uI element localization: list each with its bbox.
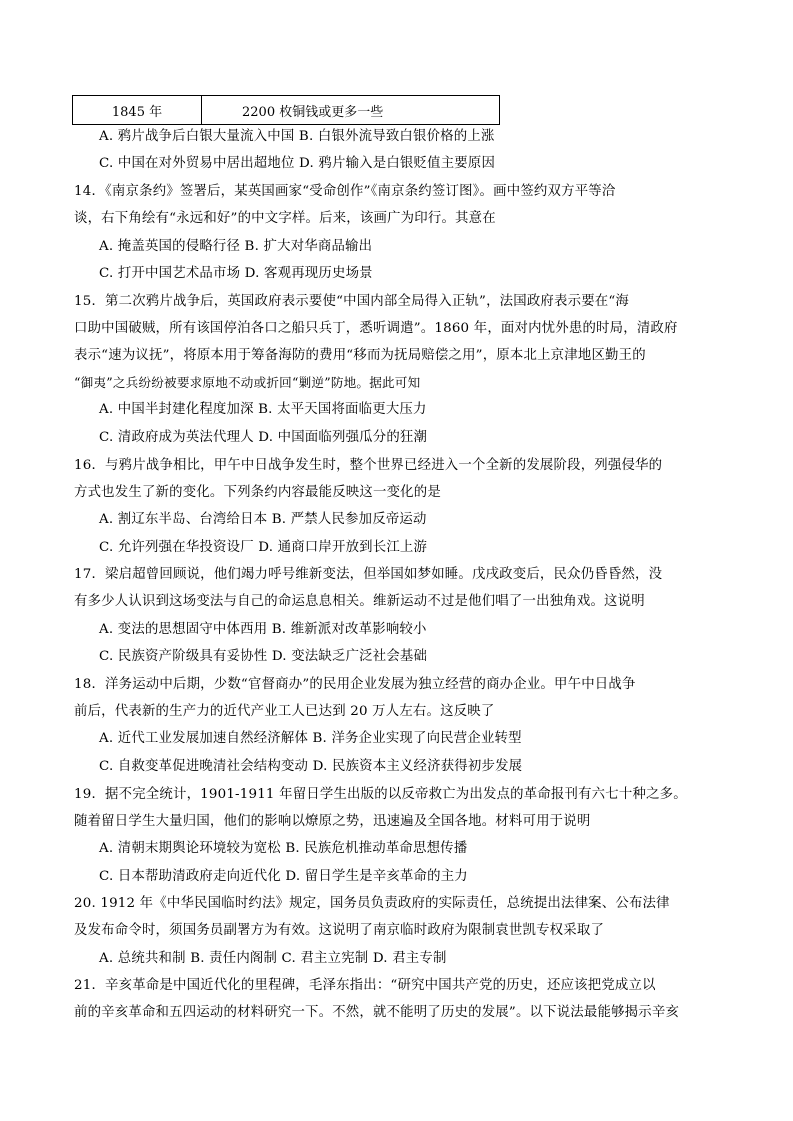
q16-stem: 16．与鸦片战争相比，甲午中日战争发生时，整个世界已经进入一个全新的发展阶段，列强侵华的 xyxy=(74,458,663,473)
q17-stem-cont: 有多少人认识到这场变法与自己的命运息息相关。维新运动不过是他们唱了一出独角戏。这说明 xyxy=(74,594,645,609)
q13-options-cd: C. 中国在对外贸易中居出超地位 D. 鸦片输入是白银贬值主要原因 xyxy=(99,156,496,171)
q21-stem-cont: 前的辛亥革命和五四运动的材料研究一下。不然，就不能明了历史的发展”。以下说法最能够揭示辛亥 xyxy=(74,1005,680,1020)
q14-stem: 14．《南京条约》签署后，某英国画家“受命创作”《南京条约签订图》。画中签约双方平等洽 xyxy=(74,184,616,199)
q19-options-cd: C. 日本帮助清政府走向近代化 D. 留日学生是辛亥革命的主力 xyxy=(99,869,468,884)
q15-options-ab: A. 中国半封建化程度加深 B. 太平天国将面临更大压力 xyxy=(99,402,427,417)
q15-stem: 15．第二次鸦片战争后，英国政府表示要使“中国内部全局得入正轨”，法国政府表示要在“海 xyxy=(74,294,630,309)
q18-stem-cont: 前后，代表新的生产力的近代产业工人已达到 20 万人左右。这反映了 xyxy=(74,704,495,719)
silver-copper-table xyxy=(72,95,500,125)
q16-options-ab: A. 割辽东半岛、台湾给日本 B. 严禁人民参加反帝运动 xyxy=(99,512,427,527)
table-cell-year: 1845 年 xyxy=(73,96,202,125)
q19-stem-cont: 随着留日学生大量归国，他们的影响以燎原之势，迅速遍及全国各地。材料可用于说明 xyxy=(74,814,591,829)
q14-options-ab: A. 掩盖英国的侵略行径 B. 扩大对华商品输出 xyxy=(99,239,373,254)
q20-stem: 20. 1912 年《中华民国临时约法》规定，国务员负责政府的实际责任，总统提出法律案、公布法律 xyxy=(74,896,670,911)
q17-stem: 17．梁启超曾回顾说，他们竭力呼号维新变法，但举国如梦如睡。戊戌政变后，民众仍昏昏然，没 xyxy=(74,567,663,582)
q14-stem-cont: 谈，右下角绘有“永远和好”的中文字样。后来，该画广为印行。其意在 xyxy=(74,211,496,226)
q16-options-cd: C. 允许列强在华投资设厂 D. 通商口岸开放到长江上游 xyxy=(99,540,428,555)
q20-stem-cont: 及发布命令时，须国务员副署方为有效。这说明了南京临时政府为限制袁世凯专权采取了 xyxy=(74,923,605,938)
q18-options-cd: C. 自救变革促进晚清社会结构变动 D. 民族资本主义经济获得初步发展 xyxy=(99,759,523,774)
q15-stem-cont: “御夷”之兵纷纷被要求原地不动或折回“剿逆”防地。据此可知 xyxy=(74,375,421,390)
q17-options-ab: A. 变法的思想固守中体西用 B. 维新派对改革影响较小 xyxy=(99,622,427,637)
q14-options-cd: C. 打开中国艺术品市场 D. 客观再现历史场景 xyxy=(99,266,373,281)
q17-options-cd: C. 民族资产阶级具有妥协性 D. 变法缺乏广泛社会基础 xyxy=(99,649,428,664)
q18-options-ab: A. 近代工业发展加速自然经济解体 B. 洋务企业实现了向民营企业转型 xyxy=(99,731,522,746)
q13-options-ab: A. 鸦片战争后白银大量流入中国 B. 白银外流导致白银价格的上涨 xyxy=(99,129,495,144)
q21-stem: 21．辛亥革命是中国近代化的里程碑，毛泽东指出：“研究中国共产党的历史，还应该把党成立以 xyxy=(74,978,656,993)
q15-stem-cont: 口助中国破贼，所有该国停泊各口之船只兵丁，悉听调遣”。1860 年，面对内忧外患的时局，清政府 xyxy=(74,321,678,336)
q15-stem-cont: 表示“速为议抚”，将原本用于筹备海防的费用“移而为抚局赔偿之用”，原本北上京津地区勤王的 xyxy=(74,348,646,363)
table-row xyxy=(73,96,500,125)
q20-options: A. 总统共和制 B. 责任内阁制 C. 君主立宪制 D. 君主专制 xyxy=(99,951,447,966)
table-cell-value: 2200 枚铜钱或更多一些 xyxy=(202,96,500,125)
q19-stem: 19．据不完全统计，1901-1911 年留日学生出版的以反帝救亡为出发点的革命报刊有六七十种之多。 xyxy=(74,787,687,802)
q15-options-cd: C. 清政府成为英法代理人 D. 中国面临列强瓜分的狂潮 xyxy=(99,430,428,445)
q16-stem-cont: 方式也发生了新的变化。下列条约内容最能反映这一变化的是 xyxy=(74,485,441,500)
q18-stem: 18．洋务运动中后期，少数“官督商办”的民用企业发展为独立经营的商办企业。甲午中日战争 xyxy=(74,677,636,692)
q19-options-ab: A. 清朝末期舆论环境较为宽松 B. 民族危机推动革命思想传播 xyxy=(99,841,468,856)
